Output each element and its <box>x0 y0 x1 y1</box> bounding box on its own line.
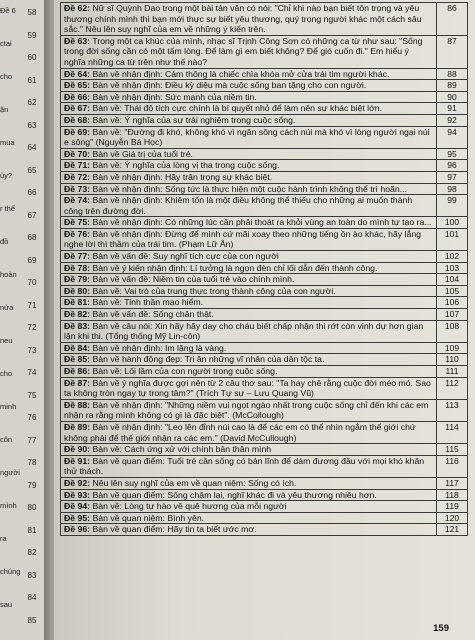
toc-row <box>61 421 468 443</box>
left-page-number: 59 <box>27 30 37 40</box>
toc-row <box>61 309 468 321</box>
toc-entry-title: Bàn về quan điểm: Tuổi trẻ cần sống có bản lĩnh để dám đương đầu với mọi khó khăn thử thách. <box>64 455 425 477</box>
toc-entry-page: 106 <box>437 297 468 309</box>
left-page-edge <box>0 0 44 640</box>
toc-entry-number: Đề 70: <box>64 148 91 159</box>
toc-entry-text <box>61 320 437 342</box>
toc-entry-page: 120 <box>437 512 468 524</box>
toc-row <box>61 501 468 513</box>
toc-entry-title: Nữ sĩ Quỳnh Dao trong một bài tản văn có nói: "Chỉ khi nào bạn biết tôn trọng và yêu thương chính mình thì bạn mới thực sự biết yêu thương, quý trọng người khác một cách sâu sắc." Nêu lên suy nghĩ của em về những ý kiến trên. <box>64 3 422 35</box>
left-page-fragment: người <box>0 468 20 477</box>
toc-row <box>61 148 468 160</box>
toc-entry-number: Đề 84: <box>64 342 91 353</box>
toc-entry-page: 89 <box>437 80 468 92</box>
toc-entry-title: Bàn về ý kiến nhận định: Lí tưởng là ngọn đèn chỉ lối dẫn đến thành công. <box>92 262 378 273</box>
left-page-number: 62 <box>27 98 37 107</box>
left-page-fragment: nửa <box>0 303 14 312</box>
toc-entry-text <box>61 444 437 456</box>
left-page-fragment: cho <box>0 72 13 81</box>
left-page-number: 78 <box>27 458 37 467</box>
toc-entry-title: Bàn về: Thái độ tích cực chính là bí quyết nhỏ để làm nên sự khác biệt lớn. <box>92 103 383 114</box>
toc-entry-title: Bàn về quan niệm: Bình yên. <box>92 512 205 523</box>
toc-entry-number: Đề 75: <box>64 217 91 228</box>
toc-row <box>61 477 468 489</box>
toc-entry-page: 88 <box>437 68 468 80</box>
toc-row <box>61 354 468 366</box>
toc-entry-title: Bàn về nhận định: Đừng để mình cứ mãi xoay theo những tiếng ồn ào khác, hãy lắng nghe lời thì thầm của trái tim. (Phạm Lữ Ân) <box>64 228 421 250</box>
toc-entry-title: Bàn về: Lối lầm của con người trong cuộc sống. <box>92 366 278 376</box>
toc-entry-page: 96 <box>437 160 468 172</box>
left-page-number: 61 <box>27 75 37 85</box>
page-number: 159 <box>433 623 449 634</box>
toc-row <box>61 126 468 148</box>
toc-entry-title: Bàn về nhận định: Cảm thông là chiếc chìa khóa mở cửa trái tim người khác. <box>92 68 390 79</box>
toc-entry-text <box>61 160 437 172</box>
toc-entry-number: Đề 85: <box>64 354 91 365</box>
toc-entry-text <box>61 354 437 366</box>
left-page-fragment: cho <box>0 369 13 378</box>
left-page-number: 84 <box>27 593 37 602</box>
toc-entry-text <box>61 501 437 513</box>
toc-row <box>61 489 468 501</box>
toc-row <box>61 524 468 536</box>
toc-row <box>61 217 468 229</box>
left-page-fragment: Đề 6 <box>0 6 16 15</box>
toc-entry-number: Đề 92: <box>64 477 91 488</box>
toc-entry-text <box>61 377 437 399</box>
toc-entry-page: 104 <box>437 274 468 286</box>
toc-entry-text <box>61 228 437 250</box>
toc-entry-number: Đề 69: <box>64 126 91 137</box>
toc-entry-number: Đề 65: <box>64 80 91 91</box>
left-page-number: 66 <box>27 188 37 197</box>
toc-entry-page: 100 <box>437 217 468 229</box>
toc-entry-number: Đề 82: <box>64 309 91 320</box>
toc-entry-title: Bàn về nhận định: Điều kỳ diệu mà cuộc sống ban tặng cho con người. <box>92 80 367 91</box>
toc-entry-number: Đề 79: <box>64 274 91 285</box>
toc-entry-text <box>61 262 437 274</box>
toc-entry-text <box>61 251 437 263</box>
toc-entry-number: Đề 95: <box>64 512 91 523</box>
toc-entry-page: 116 <box>437 455 468 477</box>
toc-entry-number: Đề 90: <box>64 444 91 455</box>
toc-entry-title: Bàn về: "Đường đi khó, không khó vì ngăn sông cách núi mà khó vì lòng người ngại núi e sông" (Nguyễn Bá Học) <box>64 126 430 148</box>
book-spine <box>44 0 54 640</box>
toc-page <box>54 0 475 640</box>
toc-entry-page: 99 <box>437 195 468 217</box>
left-page-fragment: neu <box>0 336 13 345</box>
toc-row <box>61 114 468 126</box>
toc-entry-number: Đề 74: <box>64 195 91 206</box>
toc-entry-number: Đề 91: <box>64 455 91 466</box>
toc-entry-title: Trong một ca khúc của mình, nhạc sĩ Trịnh Công Sơn có những ca từ như sau: "Sống trong đời sống cần có một tấm lòng. Để làm gì em biết không? Để gió cuốn đi." Em hiểu ý nghĩa những ca từ trên như thế nào? <box>64 35 423 67</box>
toc-entry-title: Bàn về: Tinh thần mạo hiểm. <box>92 297 204 308</box>
left-page-number: 58 <box>27 8 37 17</box>
left-page-number: 85 <box>27 615 37 625</box>
left-page-fragment: đồ <box>0 237 9 246</box>
toc-entry-number: Đề 83: <box>64 320 91 331</box>
toc-entry-text <box>61 3 437 36</box>
toc-entry-number: Đề 68: <box>64 114 91 125</box>
left-page-fragment: r thể <box>0 204 16 213</box>
left-page-number: 60 <box>27 53 37 62</box>
toc-entry-page: 90 <box>437 91 468 103</box>
toc-entry-page: 97 <box>437 171 468 183</box>
left-page-number: 64 <box>27 143 37 152</box>
toc-entry-page: 115 <box>437 444 468 456</box>
toc-entry-text <box>61 477 437 489</box>
left-page-fragment: côn <box>0 435 13 444</box>
toc-entry-text <box>61 103 437 115</box>
toc-entry-number: Đề 93: <box>64 489 91 500</box>
left-page-number: 80 <box>27 503 37 512</box>
toc-entry-title: Bàn về Giá trị của tuổi trẻ. <box>92 148 193 159</box>
toc-entry-page: 112 <box>437 377 468 399</box>
toc-row <box>61 80 468 92</box>
toc-entry-text <box>61 399 437 421</box>
left-page-fragment: ủy? <box>0 171 13 180</box>
toc-entry-number: Đề 73: <box>64 183 91 194</box>
toc-entry-page: 110 <box>437 354 468 366</box>
toc-row <box>61 285 468 297</box>
toc-row <box>61 195 468 217</box>
toc-entry-title: Bàn về: Lòng tự hào về quê hương của mỗi người <box>92 501 287 512</box>
toc-entry-number: Đề 87: <box>64 377 91 388</box>
left-page-number: 67 <box>27 210 37 220</box>
toc-row <box>61 251 468 263</box>
toc-entry-text <box>61 171 437 183</box>
toc-entry-number: Đề 89: <box>64 421 91 432</box>
toc-row <box>61 68 468 80</box>
left-page-number: 82 <box>27 548 37 557</box>
toc-row <box>61 91 468 103</box>
toc-entry-text <box>61 524 437 536</box>
toc-entry-page: 107 <box>437 309 468 321</box>
toc-entry-number: Đề 64: <box>64 68 91 79</box>
toc-entry-page: 91 <box>437 103 468 115</box>
toc-entry-page: 113 <box>437 399 468 421</box>
toc-entry-title: Bàn về nhận định: Im lặng là vàng. <box>92 342 227 353</box>
left-page-number: 65 <box>27 165 37 175</box>
toc-entry-text <box>61 421 437 443</box>
toc-entry-number: Đề 63: <box>64 35 91 46</box>
toc-entry-title: Bàn về nhận định: Sống tức là thực hiện một cuộc hành trình không thể trì hoãn... <box>92 183 407 194</box>
toc-entry-number: Đề 76: <box>64 228 91 239</box>
toc-entry-page: 98 <box>437 183 468 195</box>
toc-entry-text <box>61 455 437 477</box>
toc-row <box>61 183 468 195</box>
toc-entry-page: 86 <box>437 3 468 36</box>
toc-entry-text <box>61 342 437 354</box>
left-page-number: 63 <box>27 120 37 130</box>
toc-entry-title: Bàn về vấn đề: Sống chân thật. <box>92 309 214 320</box>
toc-entry-page: 118 <box>437 489 468 501</box>
toc-entry-number: Đề 80: <box>64 285 91 296</box>
left-page-fragment: minh <box>0 402 17 411</box>
toc-entry-page: 117 <box>437 477 468 489</box>
toc-entry-number: Đề 81: <box>64 297 91 308</box>
toc-row <box>61 171 468 183</box>
left-page-number: 70 <box>27 278 37 287</box>
toc-entry-number: Đề 86: <box>64 366 91 376</box>
toc-entry-text <box>61 217 437 229</box>
toc-entry-page: 87 <box>437 35 468 68</box>
toc-entry-title: Bàn về vấn đề: Suy nghĩ tích cực của con người <box>92 251 279 262</box>
left-page-number: 69 <box>27 255 37 265</box>
toc-entry-page: 114 <box>437 421 468 443</box>
toc-entry-title: Bàn về ý nghĩa được gợi nên từ 2 câu thơ sau: "Ta hay chê rằng cuộc đời méo mó. Sao ta không tròn ngay tự trong tâm?" (Trích Tự sự – Lưu Quang Vũ) <box>64 377 431 399</box>
toc-table <box>60 2 468 536</box>
toc-row <box>61 366 468 378</box>
left-page-number: 73 <box>27 345 37 355</box>
left-page-number: 74 <box>27 368 37 377</box>
toc-entry-number: Đề 72: <box>64 171 91 182</box>
left-page-fragment: mình <box>0 501 17 510</box>
toc-row <box>61 103 468 115</box>
left-page-number: 75 <box>27 390 37 400</box>
toc-entry-number: Đề 78: <box>64 262 91 273</box>
toc-entry-text <box>61 91 437 103</box>
toc-entry-title: Bàn về: Cách ứng xử với chính bản thân mình <box>92 444 272 455</box>
toc-entry-title: Bàn về nhận định: "Những niềm vui ngọt ngào nhất trong cuộc sống chỉ đến khi các em nhận ra rằng mình không có gì là đặc biệt". (McCollough) <box>64 399 429 421</box>
toc-entry-text <box>61 114 437 126</box>
toc-entry-title: Bàn về quan điểm: Sống chậm lại, nghĩ khác đi và yêu thương nhiều hơn. <box>92 489 377 500</box>
toc-entry-page: 119 <box>437 501 468 513</box>
toc-entry-number: Đề 96: <box>64 524 91 535</box>
left-page-number: 83 <box>27 570 37 580</box>
toc-entry-text <box>61 512 437 524</box>
toc-entry-text <box>61 148 437 160</box>
left-page-number: 79 <box>27 480 37 490</box>
toc-entry-text <box>61 309 437 321</box>
toc-entry-title: Bàn về câu nói: Xin hãy hãy day cho cháu biết chấp nhận thi rớt còn vinh dự hơn gian lận khi thi. (Tổng thống Mỹ Lin-côn) <box>64 320 424 342</box>
toc-entry-page: 109 <box>437 342 468 354</box>
toc-row <box>61 160 468 172</box>
toc-row <box>61 399 468 421</box>
toc-row <box>61 455 468 477</box>
toc-row <box>61 342 468 354</box>
toc-row <box>61 377 468 399</box>
left-page-number: 71 <box>27 300 37 310</box>
toc-entry-text <box>61 80 437 92</box>
toc-entry-text <box>61 366 437 378</box>
toc-entry-title: Bàn về vấn đề: Niềm tin của tuổi trẻ vào chính mình. <box>92 274 295 285</box>
toc-entry-text <box>61 274 437 286</box>
toc-entry-title: Bàn về: Ý nghĩa của lòng vị tha trong cuộc sống. <box>92 160 280 171</box>
toc-row <box>61 228 468 250</box>
toc-entry-title: Bàn về: Vai trò của trung thực trong thành công của con người. <box>92 285 336 296</box>
toc-entry-title: Bàn về nhận định: Hãy trân trọng sự khác biệt. <box>92 171 273 182</box>
toc-entry-number: Đề 77: <box>64 251 91 262</box>
toc-entry-page: 111 <box>437 366 468 378</box>
toc-entry-number: Đề 62: <box>64 3 91 13</box>
toc-entry-text <box>61 68 437 80</box>
toc-row <box>61 512 468 524</box>
left-page-fragment: chúng <box>0 567 21 576</box>
toc-entry-text <box>61 183 437 195</box>
toc-entry-page: 108 <box>437 320 468 342</box>
left-page-number: 81 <box>27 525 37 535</box>
toc-entry-title: Bàn về nhận định: Có những lúc cần phải thoát ra khỏi vùng an toàn do mình tự tạo ra... <box>92 217 432 228</box>
toc-row <box>61 35 468 68</box>
toc-row <box>61 320 468 342</box>
toc-row <box>61 274 468 286</box>
toc-entry-number: Đề 88: <box>64 399 91 410</box>
toc-entry-page: 102 <box>437 251 468 263</box>
toc-row <box>61 297 468 309</box>
left-page-number: 76 <box>27 413 37 422</box>
toc-entry-number: Đề 94: <box>64 501 91 512</box>
toc-entry-title: Bàn về nhận định: Sức mạnh của niềm tin. <box>92 91 257 102</box>
left-page-fragment: ặn <box>0 105 9 114</box>
left-page-fragment: ra <box>0 534 7 543</box>
toc-entry-text <box>61 285 437 297</box>
toc-entry-title: Bàn về quan điểm: Hãy tin ta biết ước mơ. <box>92 524 257 535</box>
toc-entry-title: Bàn về hành động đẹp: Tri ân những vĩ nhân của dân tộc ta. <box>92 354 325 365</box>
toc-entry-text <box>61 35 437 68</box>
toc-entry-number: Đề 71: <box>64 160 91 171</box>
toc-entry-text <box>61 489 437 501</box>
toc-row <box>61 3 468 36</box>
toc-entry-title: Bàn về: Ý nghĩa của sự trải nghiệm trong cuộc sống. <box>92 114 296 125</box>
toc-entry-page: 92 <box>437 114 468 126</box>
left-page-fragment: hoàn <box>0 270 17 279</box>
toc-row <box>61 262 468 274</box>
toc-entry-page: 101 <box>437 228 468 250</box>
toc-entry-title: Bàn về nhận định: "Leo lên đỉnh núi cao là để các em có thể nhìn ngắm thế giới chứ không phải để thế giới nhận ra các em." (David McCullough) <box>64 421 416 443</box>
toc-entry-number: Đề 66: <box>64 91 91 102</box>
toc-entry-title: Bàn về nhận định: Khiêm tốn là một điều không thể thiếu cho những ai muốn thành công trên đường đời. <box>64 195 413 216</box>
toc-entry-text <box>61 126 437 148</box>
toc-entry-page: 95 <box>437 148 468 160</box>
toc-row <box>61 444 468 456</box>
left-page-number: 72 <box>27 323 37 332</box>
left-page-number: 68 <box>27 233 37 242</box>
toc-entry-text <box>61 195 437 217</box>
toc-entry-page: 94 <box>437 126 468 148</box>
toc-entry-page: 121 <box>437 524 468 536</box>
left-page-fragment: ctai <box>0 39 12 48</box>
left-page-fragment: sau <box>0 600 13 609</box>
left-page-fragment: mua <box>0 138 15 147</box>
toc-entry-text <box>61 297 437 309</box>
left-page-number: 77 <box>27 435 37 445</box>
toc-entry-number: Đề 67: <box>64 103 91 114</box>
toc-entry-title: Nêu lên suy nghĩ của em về quan niệm: Sống có ích. <box>92 477 297 488</box>
toc-entry-page: 105 <box>437 285 468 297</box>
toc-entry-page: 103 <box>437 262 468 274</box>
